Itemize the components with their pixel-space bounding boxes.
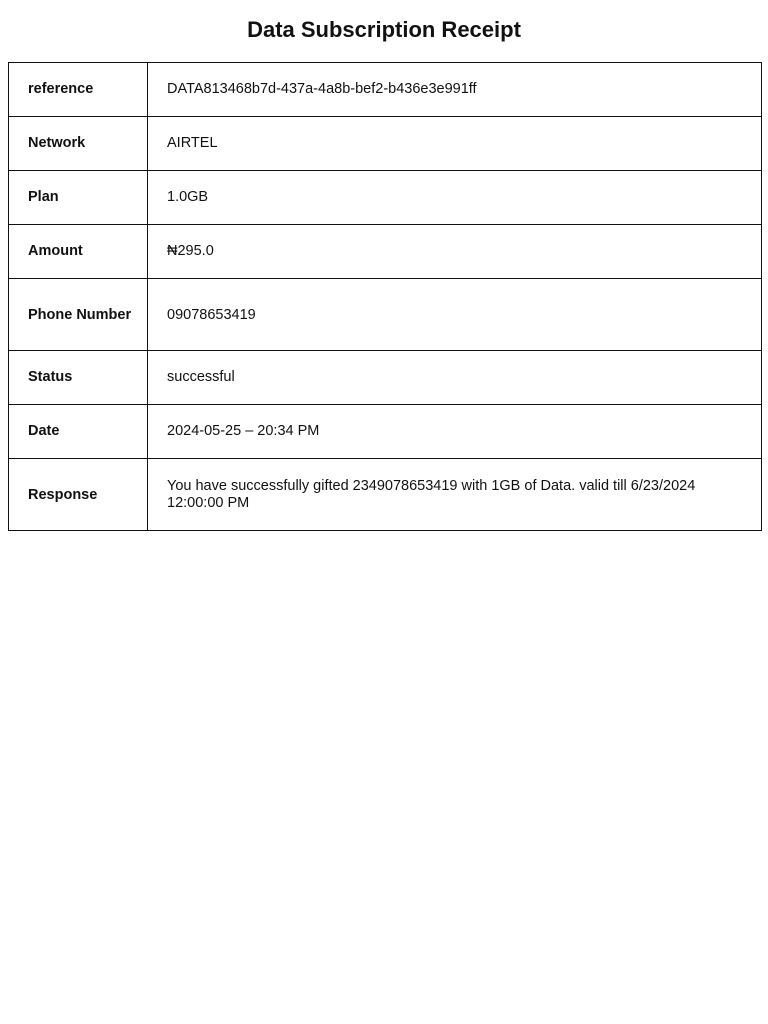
row-label-phone-number: Phone Number [9,279,148,351]
receipt-row-amount [9,225,762,279]
row-value-date: 2024-05-25 – 20:34 PM [148,405,762,459]
row-value-amount: ₦295.0 [148,225,762,279]
row-label-amount: Amount [9,225,148,279]
receipt-row-network [9,117,762,171]
row-value-plan: 1.0GB [148,171,762,225]
row-label-reference: reference [9,63,148,117]
receipt-row-reference [9,63,762,117]
row-value-response: You have successfully gifted 2349078653419 with 1GB of Data. valid till 6/23/2024 12:00:00 PM [148,459,762,531]
receipt-row-phone-number [9,279,762,351]
row-value-phone-number: 09078653419 [148,279,762,351]
row-label-network: Network [9,117,148,171]
row-value-network: AIRTEL [148,117,762,171]
receipt-row-plan [9,171,762,225]
row-value-status: successful [148,351,762,405]
row-label-response: Response [9,459,148,531]
row-value-reference: DATA813468b7d-437a-4a8b-bef2-b436e3e991ff [148,63,762,117]
receipt-row-response [9,459,762,531]
row-label-status: Status [9,351,148,405]
row-label-plan: Plan [9,171,148,225]
receipt-row-date [9,405,762,459]
receipt-table [8,62,762,531]
row-label-date: Date [9,405,148,459]
receipt-row-status [9,351,762,405]
page-title: Data Subscription Receipt [247,17,521,42]
